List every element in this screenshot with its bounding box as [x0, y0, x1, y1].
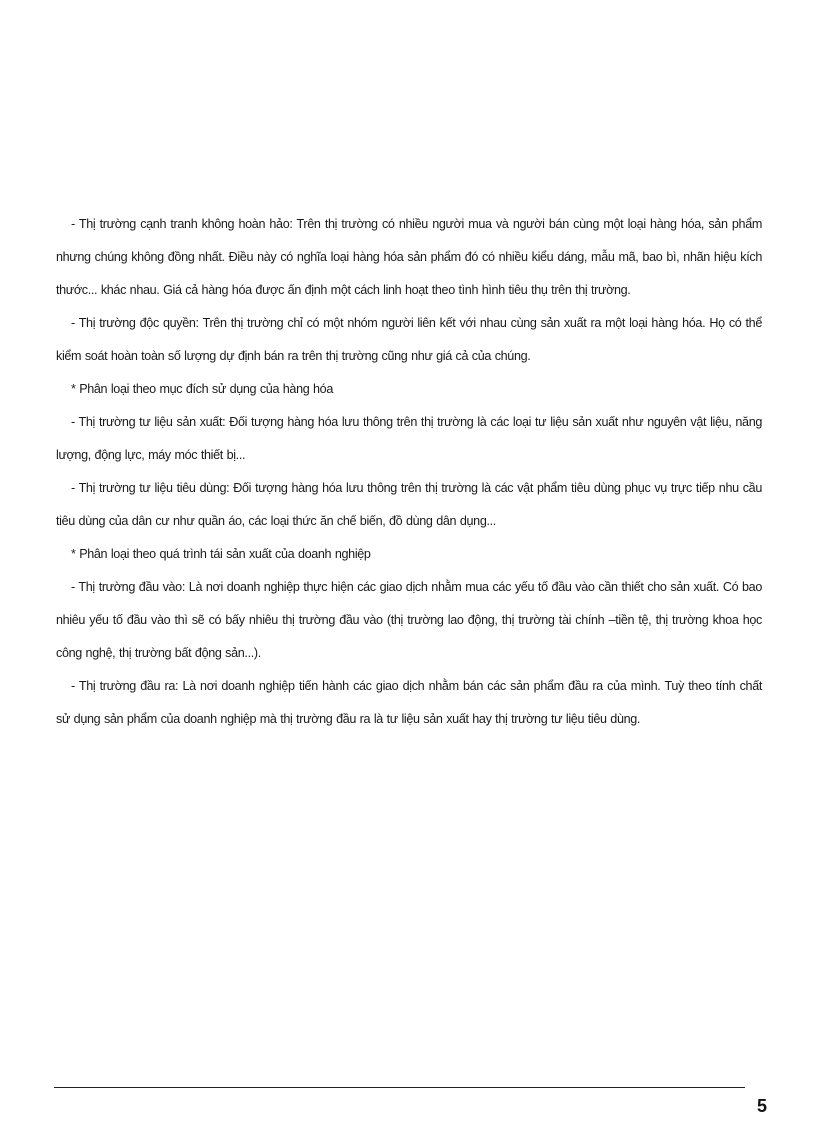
footer-divider: [54, 1087, 745, 1088]
paragraph-consumer-goods-market: - Thị trường tư liệu tiêu dùng: Đối tượng hàng hóa lưu thông trên thị trường là các vật phẩm tiêu dùng phục vụ trực tiếp nhu cầu tiêu dùng của dân cư như quần áo, các loại thức ăn chế biến, đồ dùng dân dụng...: [56, 481, 762, 528]
paragraph-output-market: - Thị trường đầu ra: Là nơi doanh nghiệp tiến hành các giao dịch nhằm bán các sản phẩm đầu ra của mình. Tuỳ theo tính chất sử dụng sản phẩm của doanh nghiệp mà thị trường đầu ra là tư liệu sản xuất hay thị trường tư liệu tiêu dùng.: [56, 679, 762, 726]
paragraph-imperfect-competition-market: - Thị trường cạnh tranh không hoàn hảo: Trên thị trường có nhiều người mua và người bán cùng một loại hàng hóa, sản phẩm nhưng chúng không đồng nhất. Điều này có nghĩa loại hàng hóa sản phẩm đó có nhiều kiểu dáng, mẫu mã, bao bì, nhãn hiệu kích thước... khác nhau. Giá cả hàng hóa được ấn định một cách linh hoạt theo tình hình tiêu thụ trên thị trường.: [56, 217, 762, 297]
heading-classification-by-usage: * Phân loại theo mục đích sử dụng của hàng hóa: [71, 382, 333, 396]
paragraph-monopoly-market: - Thị trường độc quyền: Trên thị trường chỉ có một nhóm người liên kết với nhau cùng sản xuất ra một loại hàng hóa. Họ có thể kiểm soát hoàn toàn số lượng dự định bán ra trên thị trường cũng như giá cả của chúng.: [56, 316, 762, 363]
heading-classification-by-reproduction: * Phân loại theo quá trình tái sản xuất của doanh nghiệp: [71, 547, 371, 561]
paragraph-input-market: - Thị trường đầu vào: Là nơi doanh nghiệp thực hiện các giao dịch nhằm mua các yếu tố đầu vào cần thiết cho sản xuất. Có bao nhiêu yếu tố đầu vào thì sẽ có bấy nhiêu thị trường đầu vào (thị trường lao động, thị trường tài chính –tiền tệ, thị trường khoa học công nghệ, thị trường bất động sản...).: [56, 580, 762, 660]
paragraph-production-means-market: - Thị trường tư liệu sản xuất: Đối tượng hàng hóa lưu thông trên thị trường là các loại tư liệu sản xuất như nguyên vật liệu, năng lượng, động lực, máy móc thiết bị...: [56, 415, 762, 462]
body-text: [56, 208, 762, 736]
page-number: 5: [756, 1096, 767, 1116]
